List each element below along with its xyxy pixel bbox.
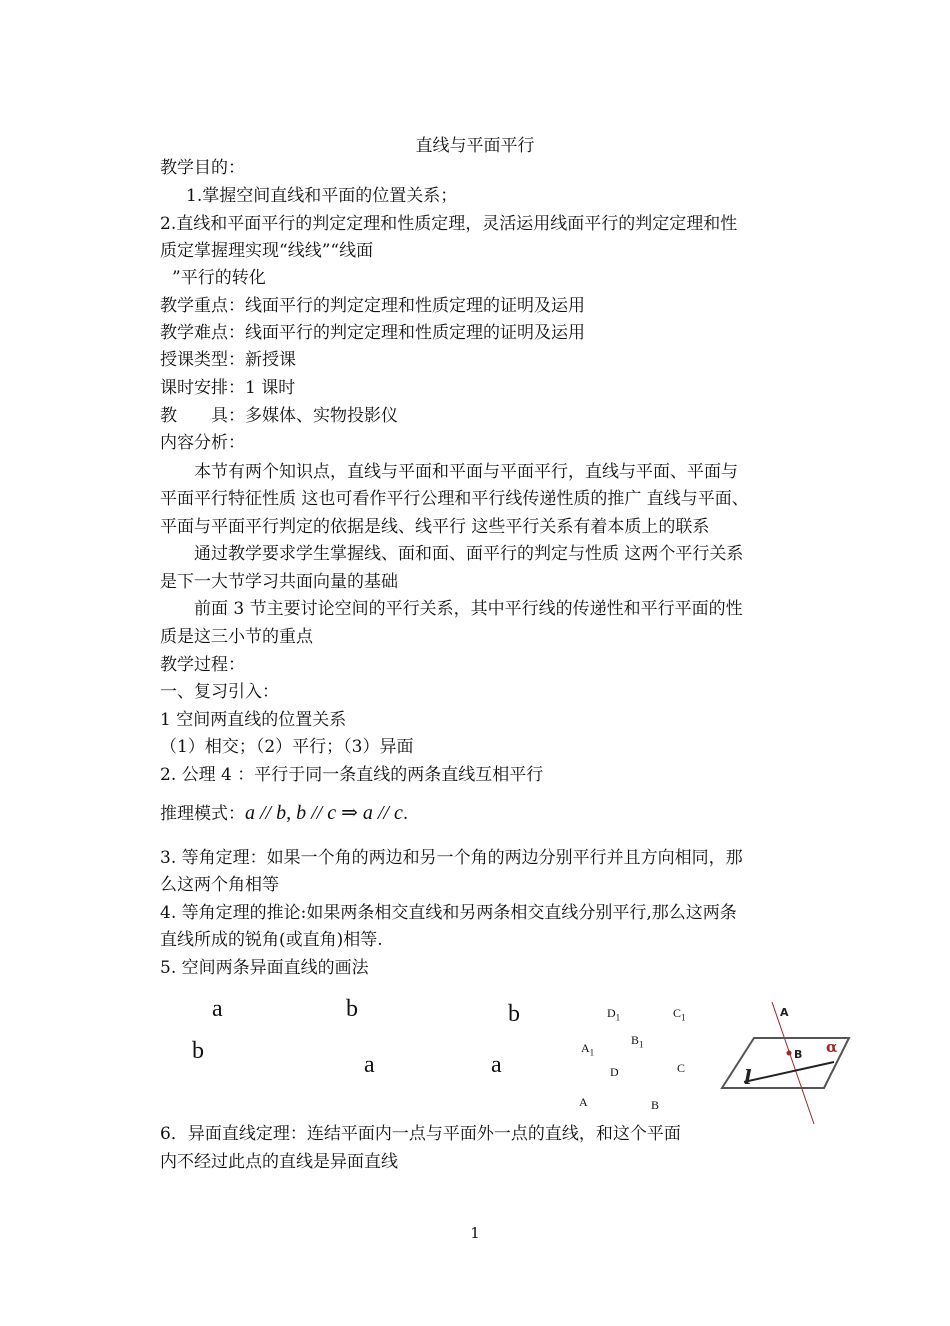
text-line: 通过教学要求学生掌握线、面和面、面平行的判定与性质 这两个平行关系: [194, 544, 744, 564]
label-b: B: [794, 1048, 803, 1061]
oblique-line: [772, 1002, 814, 1124]
figure-label-a: a: [491, 1052, 502, 1078]
text-line: 2.直线和平面平行的判定定理和性质定理，灵活运用线面平行的判定定理和性: [160, 214, 738, 234]
text-line: 1.掌握空间直线和平面的位置关系；: [186, 186, 458, 206]
formula-suffix: .: [402, 804, 409, 824]
text-line: 质定掌握理实现“线线”“线面: [160, 241, 374, 261]
figure-label-a: a: [212, 996, 223, 1022]
text-line: 平面平行特征性质 这也可看作平行公理和平行线传递性质的推广 直线与平面、: [160, 489, 749, 509]
text-line: 教学目的：: [160, 158, 245, 178]
text-line: 直线所成的锐角(或直角)相等.: [160, 930, 383, 950]
vertex-d: D: [610, 1065, 619, 1079]
page-title: 直线与平面平行: [415, 136, 535, 156]
text-line: 平面与平面平行判定的依据是线、线平行 这些平行关系有着本质上的联系: [160, 517, 710, 537]
text-line: 内容分析：: [160, 433, 245, 453]
text-line: （1）相交；（2）平行；（3）异面: [160, 737, 414, 757]
figure-label-b: b: [192, 1038, 204, 1064]
figure-label-b: b: [508, 1001, 520, 1027]
vertex-c: C: [677, 1061, 686, 1075]
text-line: 前面 3 节主要讨论空间的平行关系，其中平行线的传递性和平行平面的性: [194, 599, 743, 619]
text-line: 3. 等角定理：如果一个角的两边和另一个角的两边分别平行并且方向相同，那: [160, 848, 743, 868]
label-l: l: [744, 1065, 752, 1089]
text-line: 6．异面直线定理：连结平面内一点与平面外一点的直线，和这个平面: [160, 1124, 681, 1144]
text-line: 本节有两个知识点，直线与平面和平面与平面平行，直线与平面、平面与: [194, 462, 738, 482]
text-line: 质是这三小节的重点: [160, 627, 313, 647]
formula-expression: a // b, b // c ⇒ a // c: [245, 802, 403, 824]
vertex-b: B: [651, 1098, 660, 1112]
vertex-c1: $C_1$: [673, 1006, 686, 1023]
vertex-b1: $B_1$: [631, 1033, 644, 1050]
text-line: 1 空间两直线的位置关系: [160, 710, 347, 730]
label-alpha: α: [826, 1038, 838, 1056]
text-line: 么这两个角相等: [160, 875, 279, 895]
page-number: 1: [470, 1224, 480, 1242]
text-line: 教学重点：线面平行的判定定理和性质定理的证明及运用: [160, 296, 585, 316]
text-line: 授课类型：新授课: [160, 350, 296, 370]
text-line: 教 具：多媒体、实物投影仪: [160, 406, 398, 426]
vertex-a: A: [579, 1095, 588, 1109]
text-line: 一、复习引入：: [160, 682, 279, 702]
line-l: [744, 1062, 834, 1082]
text-line: ”平行的转化: [172, 268, 266, 288]
text-line: 是下一大节学习共面向量的基础: [160, 572, 398, 592]
text-line: 4. 等角定理的推论:如果两条相交直线和另两条相交直线分别平行,那么这两条: [160, 903, 737, 923]
text-line: 教学过程：: [160, 655, 245, 675]
formula-prefix: 推理模式：: [160, 804, 245, 824]
inference-formula: [160, 802, 408, 825]
vertex-a1: $A_1$: [581, 1041, 595, 1058]
figure-label-b: b: [346, 996, 358, 1022]
vertex-d1: $D_1$: [607, 1006, 621, 1023]
point-b: [787, 1051, 792, 1056]
text-line: 内不经过此点的直线是异面直线: [160, 1152, 398, 1172]
plane-line-figure: [716, 1000, 866, 1126]
label-a: A: [780, 1006, 789, 1019]
text-line: 5. 空间两条异面直线的画法: [160, 958, 369, 978]
text-line: 课时安排：1 课时: [160, 378, 296, 398]
text-line: 教学难点：线面平行的判定定理和性质定理的证明及运用: [160, 323, 585, 343]
text-line: 2. 公理 4 ：平行于同一条直线的两条直线互相平行: [160, 765, 544, 785]
figure-label-a: a: [364, 1052, 375, 1078]
